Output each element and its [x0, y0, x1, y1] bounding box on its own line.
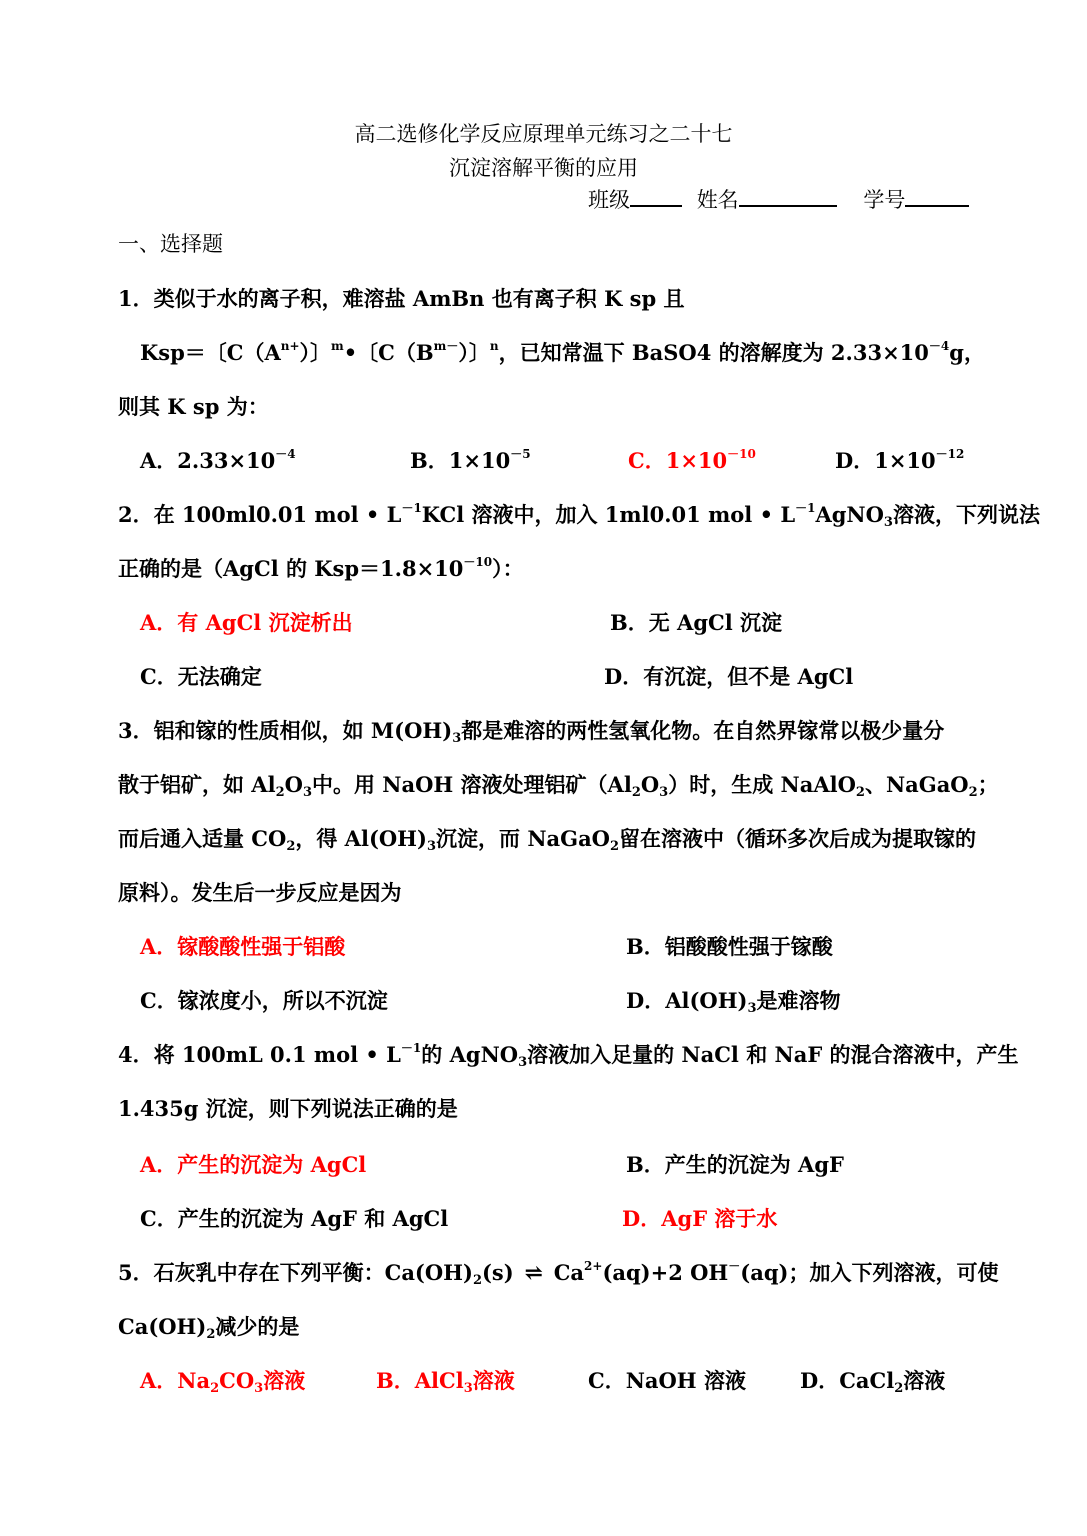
option-text: D．Al(OH) — [626, 988, 748, 1013]
q3-sub: 2 — [631, 785, 641, 800]
q3-sub: 2 — [609, 839, 620, 854]
q1-sup: －4 — [928, 339, 950, 353]
number-blank[interactable] — [905, 204, 969, 207]
q1-sup: n — [489, 339, 499, 353]
page-subtitle: 沉淀溶解平衡的应用 — [449, 156, 638, 180]
q5-text: (aq)；加入下列溶液，可使 — [740, 1260, 999, 1285]
q1-sup: n+ — [280, 339, 300, 353]
option-text: 溶液 — [472, 1368, 515, 1393]
name-blank[interactable] — [739, 204, 837, 207]
q5-line-1 — [118, 1259, 999, 1288]
q2-option-b[interactable]: B．无 AgCl 沉淀 — [610, 610, 783, 635]
q3-text: ； — [977, 772, 999, 797]
option-text: B．1×10 — [410, 448, 511, 473]
option-text: A．2.33×10 — [140, 448, 276, 473]
q1-text: •〔C（B — [343, 340, 434, 365]
q1-option-a[interactable] — [140, 447, 296, 473]
option-text: B．AlCl — [376, 1368, 464, 1393]
q3-text: 散于铝矿，如 Al — [118, 772, 276, 797]
q5-sup: 2+ — [584, 1259, 603, 1273]
q3-text: 中。用 NaOH 溶液处理铝矿（Al — [311, 772, 632, 797]
q5-text: 5．石灰乳中存在下列平衡：Ca(OH) — [118, 1260, 473, 1285]
q2-text: AgNO — [815, 502, 884, 527]
equilibrium-arrow-icon: ⇌ — [524, 1260, 543, 1286]
student-info — [588, 190, 969, 211]
class-blank[interactable] — [630, 204, 682, 207]
q2-line-2 — [118, 555, 524, 581]
q4-option-c[interactable]: C．产生的沉淀为 AgF 和 AgCl — [140, 1206, 449, 1231]
q3-text: O — [284, 772, 303, 797]
q4-text: 4．将 100mL 0.1 mol • L — [118, 1042, 401, 1067]
q4-line-1 — [118, 1041, 1019, 1070]
q3-text: 都是难溶的两性氢氧化物。在自然界镓常以极少量分 — [461, 718, 945, 743]
q4-sub: 3 — [518, 1055, 528, 1070]
option-text: D．1×10 — [835, 448, 936, 473]
option-text: 溶液 — [903, 1368, 946, 1393]
q3-text: 而后通入适量 CO — [118, 826, 287, 851]
q4-text: 溶液加入足量的 NaCl 和 NaF 的混合溶液中，产生 — [527, 1042, 1019, 1067]
q3-option-a[interactable]: A．镓酸酸性强于铝酸 — [140, 934, 346, 959]
q5-option-d[interactable] — [800, 1368, 946, 1396]
name-label: 姓名 — [696, 188, 739, 212]
q1-sup: m－ — [433, 339, 459, 353]
q3-text: 、NaGaO — [864, 772, 969, 797]
q3-sub: 3 — [452, 731, 462, 746]
q3-text: 沉淀，而 NaGaO — [436, 826, 610, 851]
q3-sub: 2 — [855, 785, 865, 800]
q2-sup: －1 — [401, 501, 422, 515]
option-sup: －5 — [510, 447, 531, 461]
q2-text: 2．在 100ml0.01 mol • L — [118, 502, 402, 527]
q1-text: g， — [949, 340, 985, 365]
q2-text: 溶液，下列说法 — [892, 502, 1040, 527]
q3-line-2 — [118, 772, 999, 800]
q2-sub: 3 — [883, 515, 893, 530]
q5-text: (aq)+2 OH — [602, 1260, 729, 1285]
section-heading: 一、选择题 — [118, 232, 223, 256]
q5-sub: 2 — [472, 1273, 482, 1288]
q1-text: ）〕 — [458, 340, 490, 365]
option-text: CO — [219, 1368, 255, 1393]
q5-text: (s) — [482, 1260, 514, 1285]
q4-text: 的 AgNO — [421, 1042, 519, 1067]
q2-option-d[interactable]: D．有沉淀，但不是 AgCl — [604, 664, 854, 689]
option-text: 溶液 — [263, 1368, 306, 1393]
q3-sub: 3 — [302, 785, 312, 800]
q4-option-d[interactable]: D．AgF 溶于水 — [622, 1206, 778, 1231]
q2-text: 正确的是（AgCl 的 Ksp＝1.8×10 — [118, 556, 464, 581]
q3-text: O — [640, 772, 660, 797]
option-sub: 3 — [747, 1001, 757, 1016]
q4-option-b[interactable]: B．产生的沉淀为 AgF — [626, 1152, 844, 1177]
q3-line-4: 原料）。发生后一步反应是因为 — [118, 880, 402, 905]
q2-option-a[interactable]: A．有 AgCl 沉淀析出 — [140, 610, 353, 635]
q1-option-d[interactable] — [835, 447, 965, 473]
q1-line-1: 1．类似于水的离子积，难溶盐 AmBn 也有离子积 K sp 且 — [118, 286, 685, 311]
q1-option-c[interactable] — [628, 447, 756, 473]
q5-text: Ca(OH) — [118, 1314, 207, 1339]
q3-line-3 — [118, 826, 977, 854]
q3-option-b[interactable]: B．铝酸酸性强于镓酸 — [626, 934, 833, 959]
q5-sup: － — [728, 1259, 741, 1273]
q4-line-2: 1.435g 沉淀，则下列说法正确的是 — [118, 1096, 458, 1121]
q2-line-1 — [118, 501, 1040, 530]
q1-text: ）〕 — [299, 340, 332, 365]
q3-sub: 3 — [659, 785, 669, 800]
q5-sub: 2 — [206, 1327, 216, 1342]
q2-text: ）： — [492, 556, 524, 581]
option-text: C．1×10 — [628, 448, 728, 473]
q3-text: ）时，生成 NaAlO — [668, 772, 856, 797]
q3-sub: 2 — [275, 785, 285, 800]
q1-line-2 — [140, 339, 985, 365]
q3-sub: 2 — [968, 785, 978, 800]
q2-sup: －1 — [795, 501, 816, 515]
q1-option-b[interactable] — [410, 447, 531, 473]
q5-option-c[interactable]: C．NaOH 溶液 — [588, 1368, 746, 1393]
option-text: D．CaCl — [800, 1368, 895, 1393]
q3-line-1 — [118, 718, 945, 746]
q1-sup: m — [331, 339, 344, 353]
q3-text: ，得 Al(OH) — [295, 826, 427, 851]
q3-text: 3．铝和镓的性质相似，如 M(OH) — [118, 718, 453, 743]
q5-text: 减少的是 — [215, 1314, 300, 1339]
option-text: A．Na — [140, 1368, 211, 1393]
q2-sup: －10 — [463, 555, 493, 569]
option-sup: －4 — [275, 447, 296, 461]
q4-option-a[interactable]: A．产生的沉淀为 AgCl — [140, 1152, 367, 1177]
option-sup: －12 — [935, 447, 965, 461]
q3-sub: 2 — [286, 839, 296, 854]
q3-option-d[interactable] — [626, 988, 841, 1016]
q1-line-3: 则其 K sp 为： — [118, 394, 269, 419]
q3-option-c[interactable]: C．镓浓度小，所以不沉淀 — [140, 988, 388, 1013]
q2-option-c[interactable]: C．无法确定 — [140, 664, 262, 689]
option-sub: 3 — [254, 1381, 264, 1396]
option-sup: －10 — [727, 447, 756, 461]
page-title: 高二选修化学反应原理单元练习之二十七 — [354, 122, 733, 146]
q3-sub: 3 — [426, 839, 437, 854]
q5-option-a[interactable] — [140, 1368, 306, 1396]
option-sub: 2 — [894, 1381, 904, 1396]
q5-text: Ca — [553, 1260, 585, 1285]
q1-text: ，已知常温下 BaSO4 的溶解度为 2.33×10 — [498, 340, 929, 365]
option-sub: 3 — [463, 1381, 473, 1396]
q3-text: 留在溶液中（循环多次后成为提取镓的 — [619, 826, 977, 851]
q4-sup: －1 — [400, 1041, 422, 1055]
class-label: 班级 — [588, 188, 630, 212]
option-sub: 2 — [210, 1381, 220, 1396]
q1-text: Ksp＝〔C（A — [140, 340, 281, 365]
q5-option-b[interactable] — [376, 1368, 515, 1396]
q2-text: KCl 溶液中，加入 1ml0.01 mol • L — [421, 502, 796, 527]
option-text: 是难溶物 — [756, 988, 841, 1013]
q5-line-2 — [118, 1314, 300, 1342]
number-label: 学号 — [863, 188, 906, 212]
